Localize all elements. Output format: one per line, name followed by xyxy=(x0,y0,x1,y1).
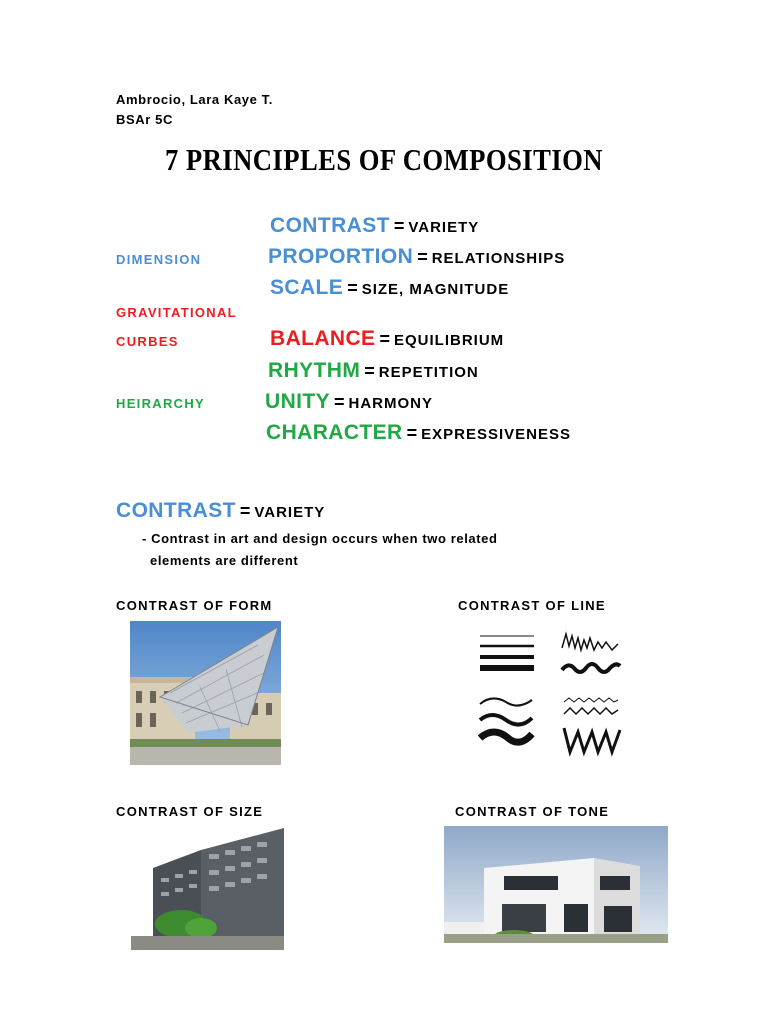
equals-sign: = xyxy=(364,361,375,381)
principle-term: SCALE xyxy=(270,276,344,299)
principle-term: PROPORTION xyxy=(268,245,414,268)
description-line-1: Contrast in art and design occurs when two related xyxy=(151,531,498,546)
page-title: 7 PRINCIPLES OF COMPOSITION xyxy=(165,142,603,177)
bullet-dash: - xyxy=(142,531,147,546)
principle-term: CONTRAST xyxy=(270,214,390,237)
label-contrast-of-size: CONTRAST OF SIZE xyxy=(116,804,264,819)
principle-meaning: RELATIONSHIPS xyxy=(431,250,566,267)
section-description xyxy=(142,528,498,572)
photo-contrast-of-form xyxy=(130,621,281,765)
side-note-curbes: CURBES xyxy=(116,334,179,349)
description-line-2: elements are different xyxy=(150,553,299,568)
principle-row-unity xyxy=(265,390,433,414)
equals-sign: = xyxy=(239,501,251,521)
principle-meaning: EXPRESSIVENESS xyxy=(421,426,571,443)
equals-sign: = xyxy=(417,247,428,267)
equals-sign: = xyxy=(334,392,345,412)
author-name: Ambrocio, Lara Kaye T. xyxy=(116,92,273,107)
equals-sign: = xyxy=(379,329,390,349)
principle-row-rhythm xyxy=(268,359,479,383)
equals-sign: = xyxy=(347,278,358,298)
side-note-heirarchy: HEIRARCHY xyxy=(116,396,205,411)
principle-term: BALANCE xyxy=(270,327,376,350)
equals-sign: = xyxy=(406,423,418,443)
principle-meaning: SIZE, MAGNITUDE xyxy=(361,281,510,298)
photo-contrast-of-size xyxy=(131,828,284,950)
principle-meaning: VARIETY xyxy=(408,219,480,236)
principle-term: RHYTHM xyxy=(268,359,361,382)
principle-meaning: HARMONY xyxy=(348,395,434,412)
label-contrast-of-line: CONTRAST OF LINE xyxy=(458,598,606,613)
section-meaning: VARIETY xyxy=(254,504,326,521)
principle-row-proportion xyxy=(268,245,565,269)
author-block xyxy=(116,90,273,130)
principle-row-contrast xyxy=(270,214,479,238)
side-note-gravitational: GRAVITATIONAL xyxy=(116,305,237,320)
principle-term: UNITY xyxy=(265,390,330,413)
principle-row-scale xyxy=(270,276,509,300)
author-section: BSAr 5C xyxy=(116,112,173,127)
label-contrast-of-tone: CONTRAST OF TONE xyxy=(455,804,610,819)
principle-row-character xyxy=(266,421,571,445)
graphic-contrast-of-line xyxy=(470,628,630,758)
principle-meaning: REPETITION xyxy=(378,364,479,381)
section-heading-contrast xyxy=(116,499,325,523)
label-contrast-of-form: CONTRAST OF FORM xyxy=(116,598,273,613)
principle-term: CHARACTER xyxy=(266,421,403,444)
principle-row-balance xyxy=(270,327,504,351)
equals-sign: = xyxy=(393,216,405,236)
section-term: CONTRAST xyxy=(116,499,236,522)
photo-contrast-of-tone xyxy=(444,826,668,943)
side-note-dimension: DIMENSION xyxy=(116,252,202,267)
principle-meaning: EQUILIBRIUM xyxy=(393,332,505,349)
